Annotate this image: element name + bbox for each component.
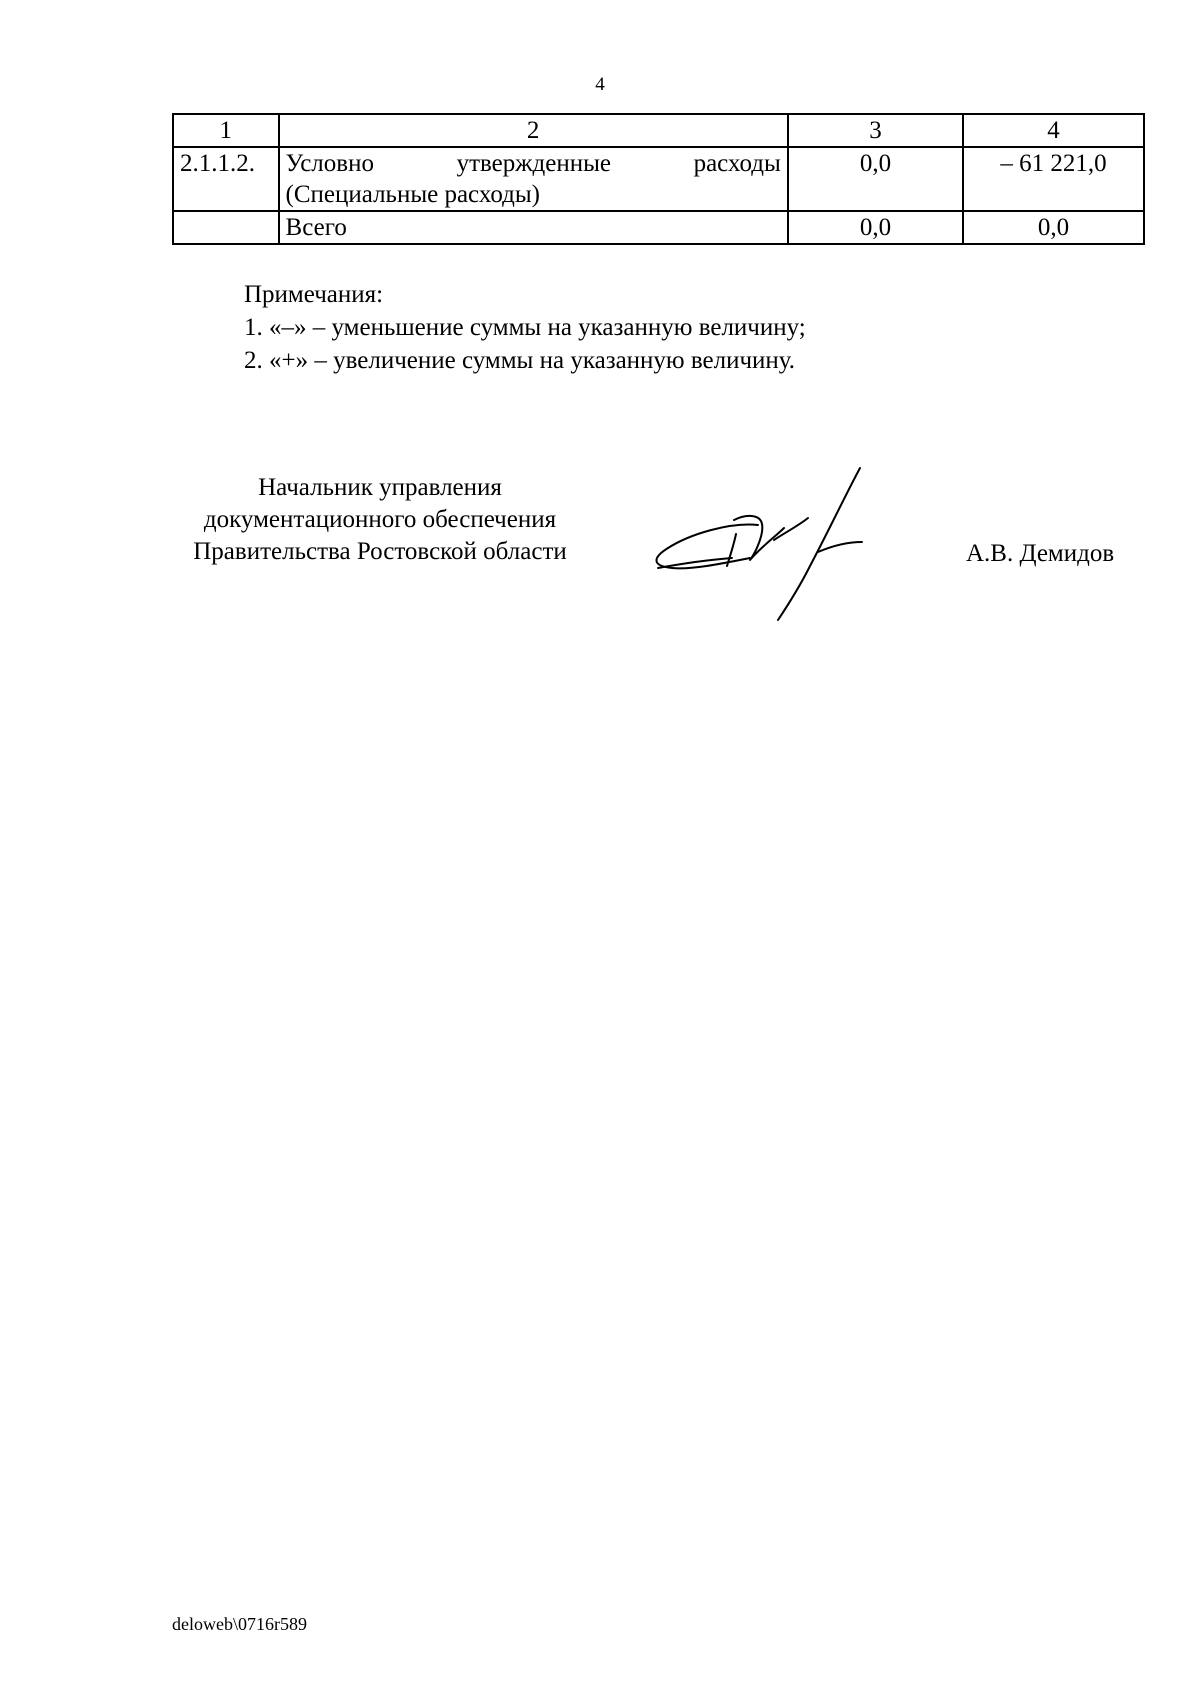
- page-number: 4: [595, 74, 605, 95]
- header-cell: 3: [788, 114, 963, 147]
- header-cell: 2: [279, 114, 788, 147]
- row-description-word: утвержденные: [456, 150, 611, 177]
- signer-position-line: документационного обеспечения: [203, 506, 557, 533]
- signer-position-line: Начальник управления: [258, 474, 502, 501]
- total-label: Всего: [279, 211, 788, 244]
- header-cell: 4: [963, 114, 1144, 147]
- signer-name: А.В. Демидов: [966, 540, 1115, 567]
- row-description-word: расходы: [693, 150, 781, 177]
- notes-title: Примечания:: [244, 281, 384, 308]
- budget-table: [172, 113, 1145, 245]
- note-item: 2. «+» – увеличение суммы на указанную величину.: [244, 347, 796, 374]
- total-col4-value: 0,0: [963, 211, 1144, 244]
- row-description-line2: (Специальные расходы): [285, 181, 540, 208]
- row-description: [279, 147, 788, 211]
- table-total-row: [173, 211, 1144, 244]
- signer-position: [160, 472, 600, 568]
- header-cell: 1: [173, 114, 279, 147]
- note-item: 1. «–» – уменьшение суммы на указанную величину;: [244, 314, 806, 341]
- row-description-word: Условно: [285, 150, 374, 177]
- notes-section: [244, 278, 806, 377]
- row-col4-value: – 61 221,0: [963, 147, 1144, 211]
- signer-position-line: Правительства Ростовской области: [193, 538, 567, 565]
- row-col3-value: 0,0: [788, 147, 963, 211]
- table-row: [173, 147, 1144, 211]
- row-code: 2.1.1.2.: [173, 147, 279, 211]
- handwritten-signature: [650, 462, 920, 622]
- total-code-cell: [173, 211, 279, 244]
- table-header-row: [173, 114, 1144, 147]
- document-code: deloweb\0716r589: [172, 1614, 307, 1634]
- total-col3-value: 0,0: [788, 211, 963, 244]
